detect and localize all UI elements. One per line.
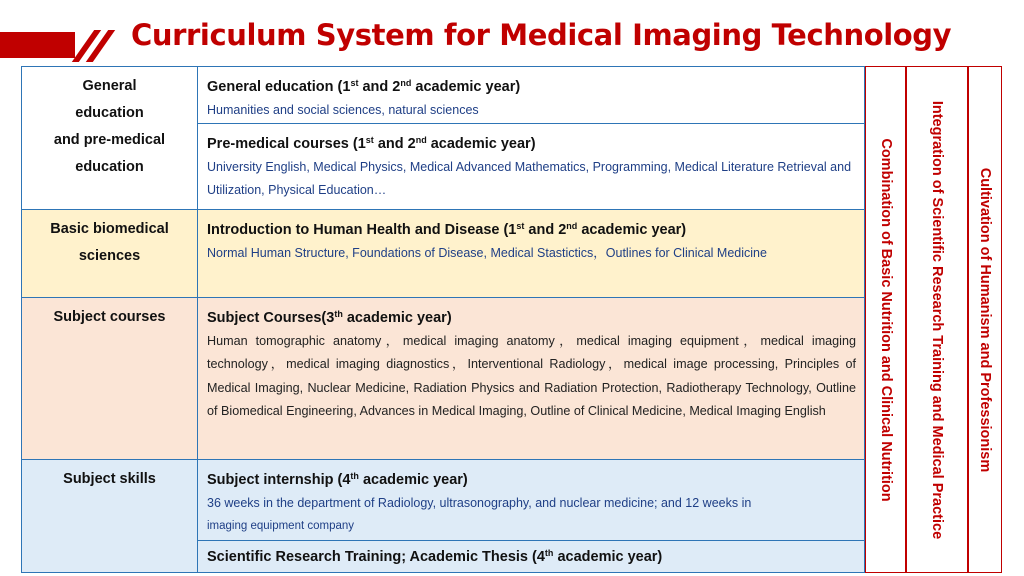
vertical-label: Cultivation of Humanism and Professionism — [977, 167, 993, 472]
vertical-column-humanism — [968, 66, 1002, 573]
label-line: education — [75, 159, 144, 175]
section-subject-skills — [22, 460, 864, 572]
title-decoration-bar — [0, 32, 75, 58]
vertical-column-research — [906, 66, 968, 573]
vertical-label: Integration of Scientific Research Training and Medical Practice — [929, 100, 945, 539]
row-description: University English, Medical Physics, Medical Advanced Mathematics, Programming, Medical Literature Retrieval and Utilization, Physical Education… — [207, 160, 852, 197]
row-subject-internship — [198, 460, 864, 541]
label-line: education — [75, 105, 144, 121]
section-basic-biomedical — [22, 210, 864, 298]
page-title: Curriculum System for Medical Imaging Technology — [131, 18, 952, 52]
row-description: Human tomographic anatomy，medical imaging anatomy，medical imaging equipment，medical imaging technology，medical imaging diagnostics，Interventional Radiology，medical image processing, Principles of Medical Imaging, Nuclear Medicine, Radiation Physics and Radiation Protection, Radiotherapy Technology, Outline of Biomedical Engineering, Advances in Medical Imaging, Outline of Clinical Medicine, Medical Imaging English — [207, 334, 856, 419]
row-heading: Scientific Research Training; Academic Thesis (4th academic year) — [207, 548, 663, 565]
section-subject-courses — [22, 298, 864, 460]
label-line: Basic biomedical — [50, 221, 169, 237]
label-line: sciences — [78, 248, 141, 264]
row-heading: Subject internship (4th academic year) — [207, 471, 468, 488]
section-general-education — [22, 67, 864, 210]
row-description: Normal Human Structure, Foundations of Disease, Medical Stastictics，Outlines for Clinical Medicine — [207, 246, 767, 260]
row-description: Humanities and social sciences, natural sciences — [207, 103, 479, 117]
row-pre-medical-courses — [198, 124, 864, 210]
section-label — [22, 298, 198, 459]
row-description-continued: imaging equipment company — [207, 520, 355, 532]
row-general-education — [198, 67, 864, 124]
row-research-thesis — [198, 541, 864, 572]
label-line: Subject skills — [63, 471, 156, 487]
section-label — [22, 210, 198, 297]
section-label — [22, 460, 198, 572]
label-line: Subject courses — [53, 309, 166, 325]
label-line: General — [82, 78, 137, 94]
vertical-label: Combination of Basic Nutrition and Clinical Nutrition — [877, 137, 894, 502]
section-label — [22, 67, 198, 209]
row-heading: Pre-medical courses (1st and 2nd academic year) — [207, 135, 536, 152]
vertical-column-nutrition — [865, 66, 906, 573]
row-subject-courses — [198, 298, 864, 460]
row-human-health-disease — [198, 210, 864, 298]
label-line: and pre-medical — [53, 132, 166, 148]
curriculum-table — [21, 66, 865, 573]
row-heading: Introduction to Human Health and Disease (1st and 2nd academic year) — [207, 221, 687, 238]
row-heading: Subject Courses(3th academic year) — [207, 309, 452, 326]
row-heading: General education (1st and 2nd academic year) — [207, 78, 521, 95]
row-description: 36 weeks in the department of Radiology, ultrasonography, and nuclear medicine; and 12 weeks in — [207, 496, 752, 510]
